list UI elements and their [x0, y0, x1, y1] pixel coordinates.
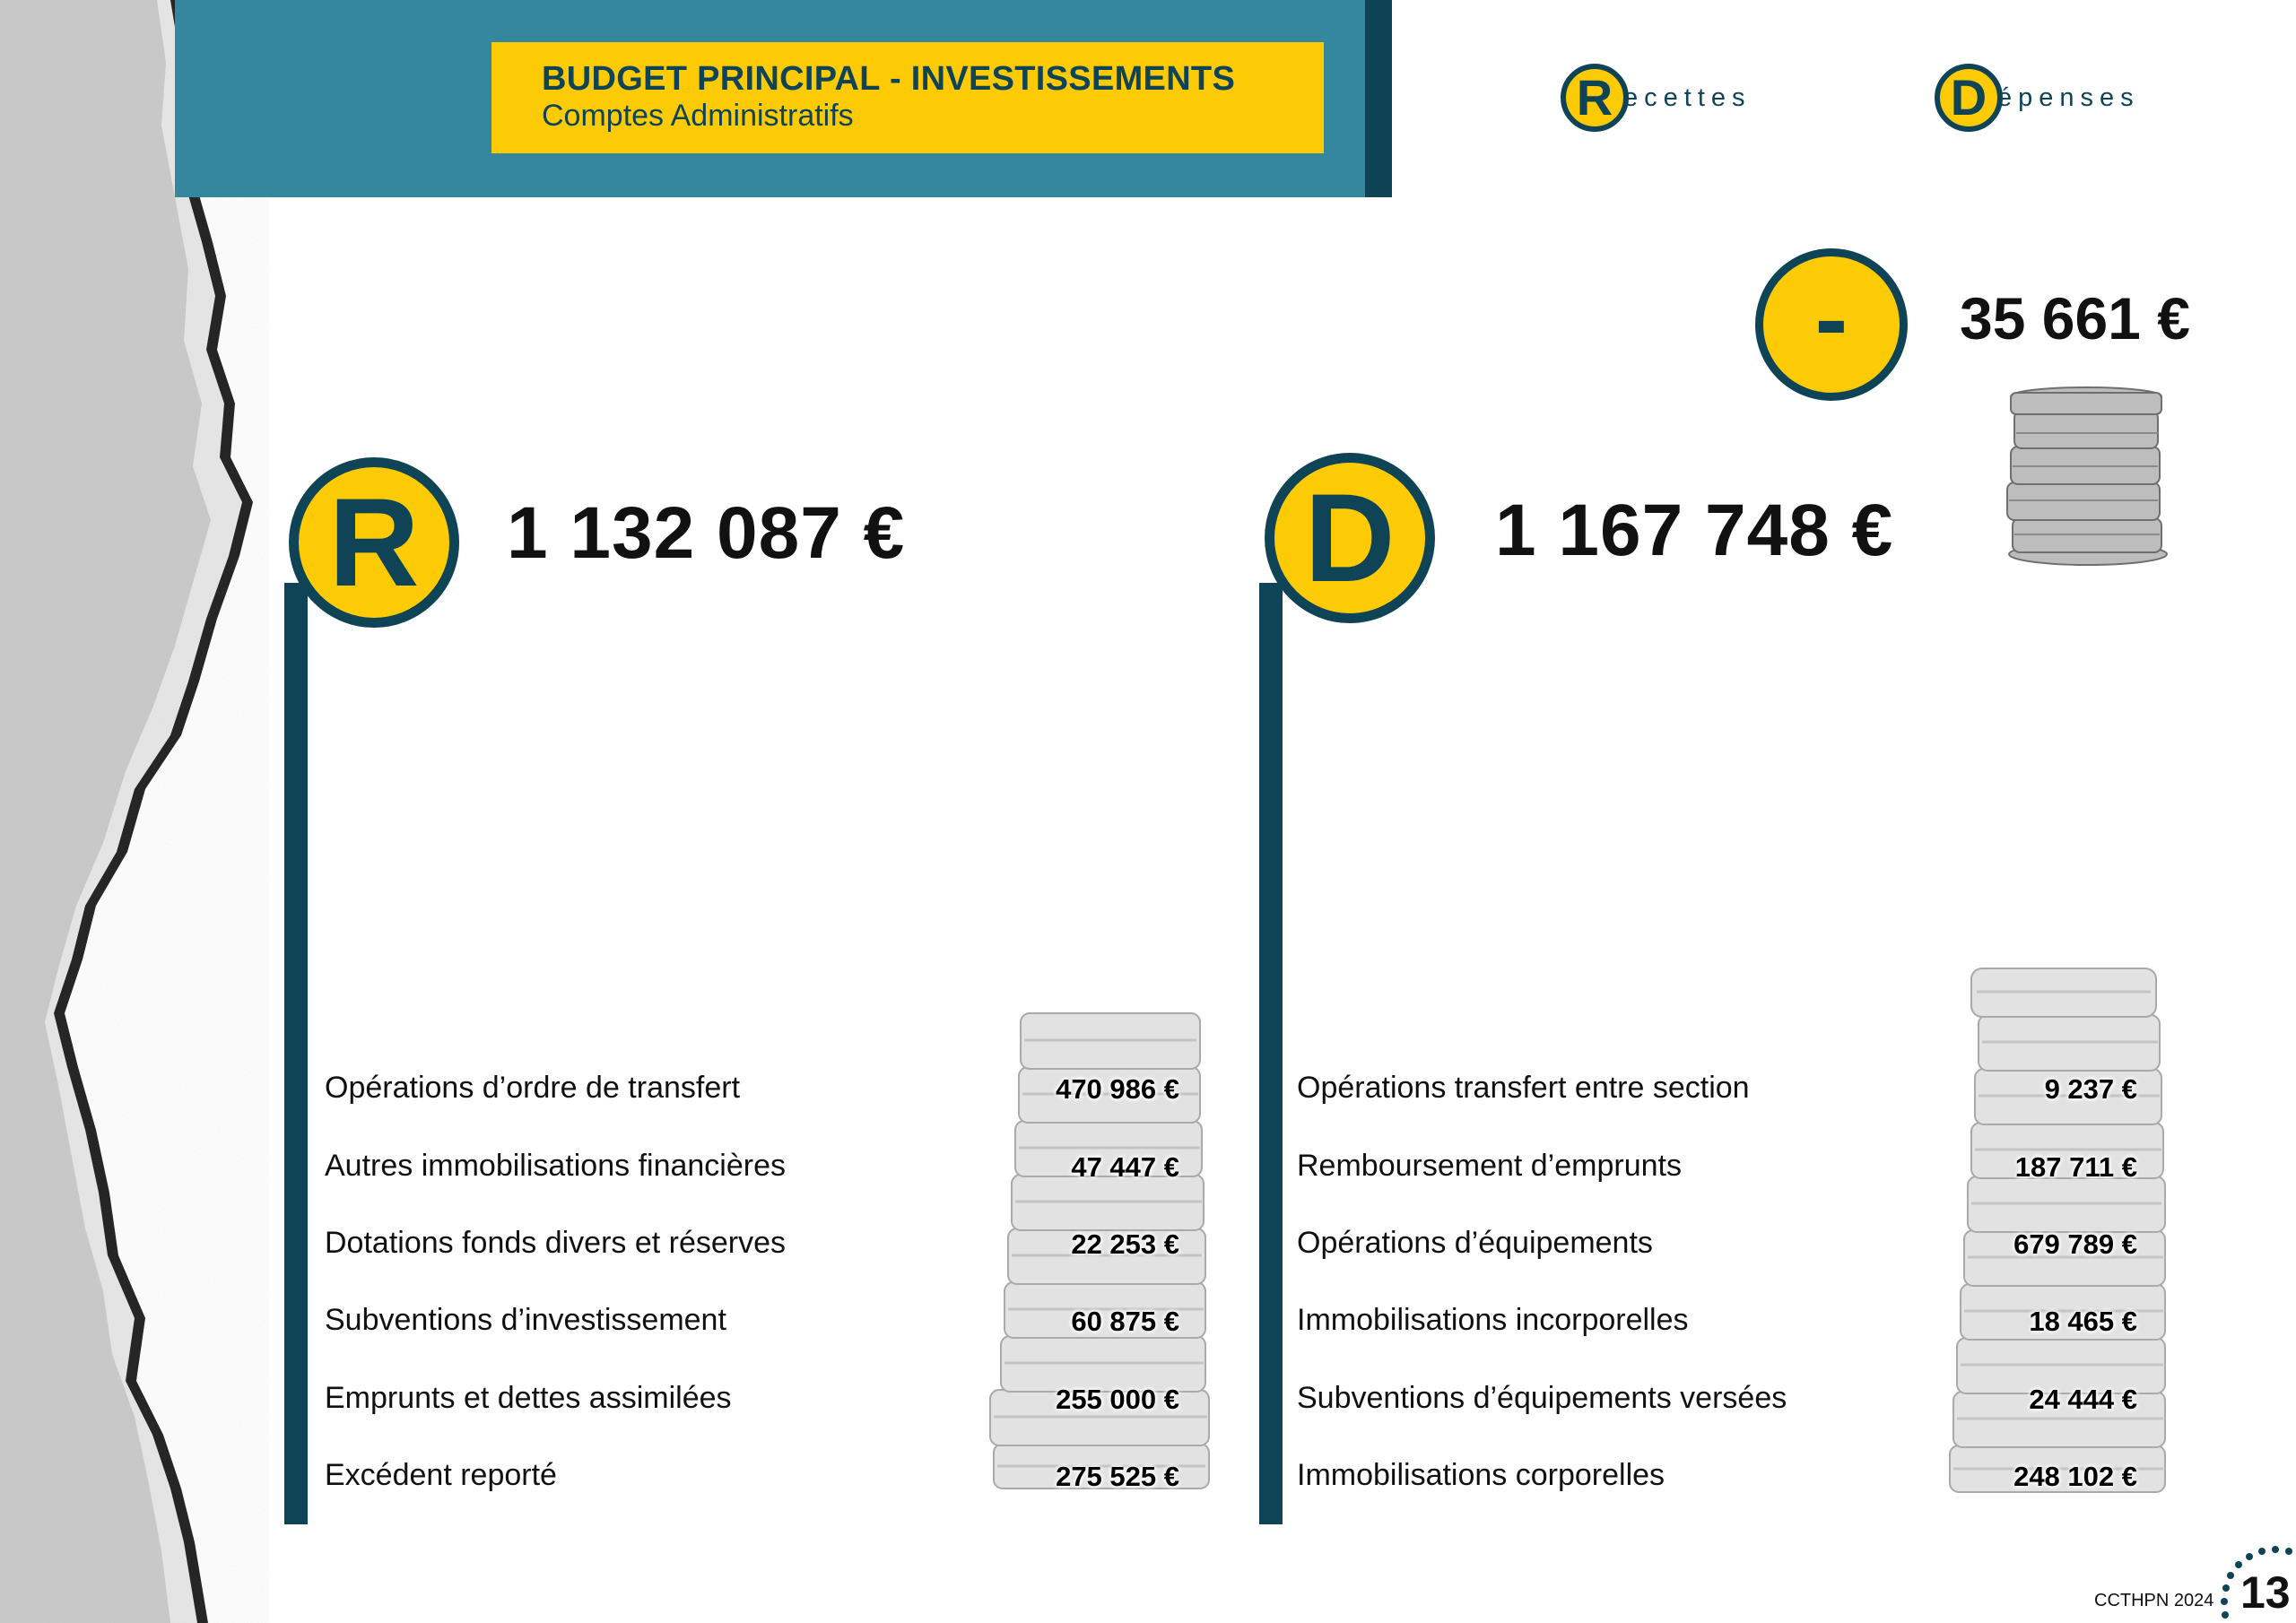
- page-title: BUDGET PRINCIPAL - INVESTISSEMENTS: [542, 60, 1236, 98]
- torn-paper-decoration: [0, 0, 269, 1623]
- depenses-total: 1 167 748 €: [1495, 490, 1894, 571]
- recettes-total: 1 132 087 €: [507, 492, 906, 574]
- page-subtitle: Comptes Administratifs: [542, 99, 854, 133]
- legend-recettes-circle: R: [1561, 64, 1629, 132]
- depenses-item-label: Subventions d’équipements versées: [1297, 1380, 1787, 1415]
- recettes-item-label: Autres immobilisations financières: [325, 1148, 786, 1183]
- list-item: [325, 1139, 786, 1193]
- depenses-item-value: 18 465 €: [2029, 1306, 2137, 1337]
- footer-org: CCTHPN 2024: [2094, 1591, 2214, 1610]
- list-item: [325, 1293, 726, 1347]
- recettes-item-value: 60 875 €: [1071, 1306, 1179, 1337]
- list-item: [325, 1448, 557, 1502]
- recettes-item-label: Dotations fonds divers et réserves: [325, 1225, 787, 1260]
- recettes-item-value: 275 525 €: [1056, 1461, 1179, 1492]
- recettes-vertical-bar: [284, 583, 308, 1524]
- title-box: [491, 42, 1324, 153]
- depenses-vertical-bar: [1259, 583, 1283, 1524]
- recettes-item-value: 255 000 €: [1056, 1384, 1179, 1415]
- recettes-item-label: Subventions d’investissement: [325, 1302, 726, 1337]
- list-item: [1297, 1216, 1653, 1270]
- legend-recettes-text: ecettes: [1623, 82, 1752, 112]
- depenses-item-value: 24 444 €: [2029, 1384, 2137, 1415]
- list-item: [325, 1371, 732, 1425]
- depenses-item-value: 187 711 €: [2014, 1151, 2137, 1183]
- legend-depenses-circle: D: [1935, 64, 2003, 132]
- difference-sign-circle: -: [1755, 248, 1908, 401]
- depenses-circle: D: [1265, 453, 1435, 623]
- recettes-item-label: Opérations d’ordre de transfert: [325, 1070, 741, 1105]
- page-number: 13: [2240, 1567, 2291, 1618]
- recettes-item-value: 47 447 €: [1071, 1151, 1179, 1183]
- recettes-item-label: Emprunts et dettes assimilées: [325, 1380, 732, 1415]
- depenses-item-label: Immobilisations corporelles: [1297, 1457, 1665, 1492]
- depenses-item-value: 679 789 €: [2013, 1228, 2137, 1260]
- recettes-item-value: 470 986 €: [1056, 1073, 1179, 1105]
- recettes-item-label: Excédent reporté: [325, 1457, 557, 1492]
- list-item: [1297, 1293, 1689, 1347]
- depenses-item-label: Immobilisations incorporelles: [1297, 1302, 1689, 1337]
- legend-depenses-text: épenses: [1997, 82, 2140, 112]
- depenses-item-label: Opérations d’équipements: [1297, 1225, 1653, 1260]
- recettes-circle: R: [289, 457, 459, 628]
- legend-recettes: [1561, 57, 1752, 138]
- header-band-edge: [1365, 0, 1392, 197]
- legend-depenses: [1935, 57, 2140, 138]
- depenses-item-label: Remboursement d’emprunts: [1297, 1148, 1682, 1183]
- list-item: [325, 1061, 740, 1115]
- recettes-item-value: 22 253 €: [1071, 1228, 1179, 1260]
- depenses-item-value: 248 102 €: [2013, 1461, 2137, 1492]
- list-item: [1297, 1448, 1665, 1502]
- depenses-item-value: 9 237 €: [2044, 1073, 2137, 1105]
- coin-stack-small-icon: [1998, 384, 2178, 568]
- list-item: [1297, 1371, 1787, 1425]
- list-item: [1297, 1061, 1750, 1115]
- depenses-item-label: Opérations transfert entre section: [1297, 1070, 1750, 1105]
- list-item: [1297, 1139, 1682, 1193]
- difference-amount: 35 661 €: [1960, 285, 2190, 352]
- list-item: [325, 1216, 786, 1270]
